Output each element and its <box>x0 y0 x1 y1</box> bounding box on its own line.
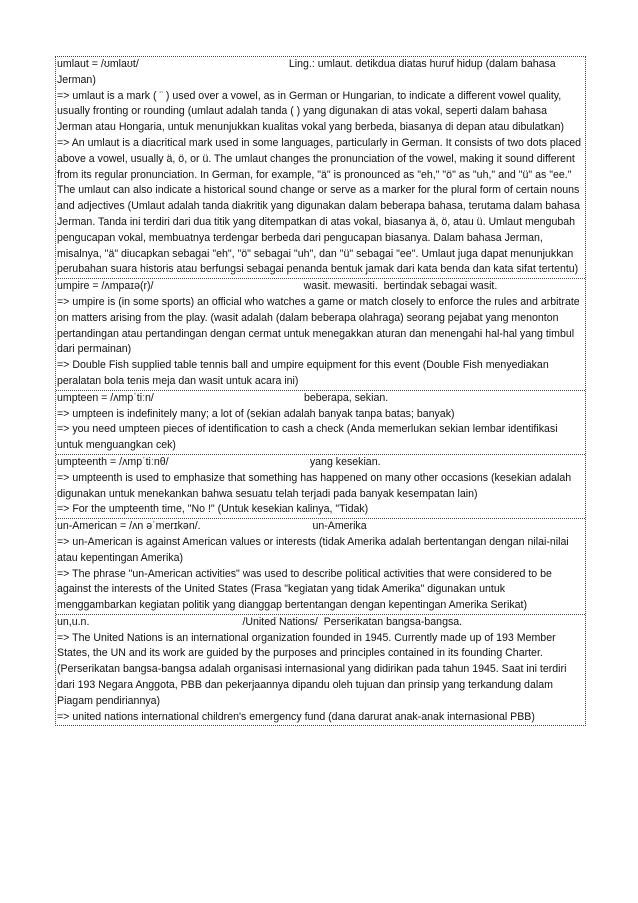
entry-umpire <box>56 279 585 391</box>
entry-definition: => umpteen is indefinitely many; a lot of (sekian adalah banyak tanpa batas; banyak) <box>57 407 455 420</box>
entry-headword: un,u.n. /United Nations/ Perserikatan bangsa-bangsa. <box>57 615 463 628</box>
entry-headword: umpteenth = /ʌmpˈtiːnθ/ yang kesekian. <box>57 455 381 468</box>
entry-example: => you need umpteen pieces of identification to cash a check (Anda memerlukan sekian lembar identifikasi untuk menguangkan cek) <box>57 423 558 452</box>
entry-headword: umpteen = /ʌmpˈtiːn/ beberapa, sekian. <box>57 391 389 404</box>
entry-example: => Double Fish supplied table tennis ball and umpire equipment for this event (Double Fish menyediakan peralatan bola tenis meja dan wasit untuk acara ini) <box>57 359 549 387</box>
entry-definition: => umlaut is a mark ( ¨ ) used over a vowel, as in German or Hungarian, to indicate a different vowel quality, usually fronting or rounding (umlaut adalah tanda ( ) yang digunakan di atas vokal, seperti dalam bahasa Jerman atau Hongaria, untuk menunjukkan kualitas vokal yang berbeda, biasanya di depan atau dibulatkan) <box>57 89 565 134</box>
entry-definition: => un-American is against American values or interests (tidak Amerika adalah bertentangan dengan nilai-nilai atau kepentingan Amerika) <box>57 535 569 564</box>
entry-umpteenth <box>56 455 585 519</box>
dictionary-entries <box>55 56 586 726</box>
entry-definition: => umpire is (in some sports) an official who watches a game or match closely to enforce the rules and arbitrate on matters arising from the play. (wasit adalah (dalam beberapa olahraga) seorang pejabat yang menonton pertandingan atau pertandingan dengan cermat untuk menegakkan aturan dan menengahi hal-hal yang timbul dari permainan) <box>57 295 580 356</box>
entry-example: => For the umpteenth time, "No !" (Untuk kesekian kalinya, "Tidak) <box>57 503 369 516</box>
entry-umpteen <box>56 391 585 455</box>
entry-umlaut <box>56 57 585 279</box>
entry-definition: => An umlaut is a diacritical mark used in some languages, particularly in German. It consists of two dots placed above a vowel, usually ä, ö, or ü. The umlaut changes the pronunciation of the vowel, making it sound different from its regular pronunciation. In German, for example, "ä" is pronounced as "eh," "ö" as "uh," and "ü" as "ee." The umlaut can also indicate a historical sound change or serve as a marker for the plural form of certain nouns and adjectives (Umlaut adalah tanda diakritik yang digunakan dalam beberapa bahasa, terutama dalam bahasa Jerman. Tanda ini terdiri dari dua titik yang ditempatkan di atas vokal, biasanya ä, ö, atau ü. Umlaut mengubah pengucapan vokal, membuatnya terdengar berbeda dari pengucapan biasanya. Dalam bahasa Jerman, misalnya, "ä" diucapkan sebagai "eh", "ö" sebagai "uh", dan "ü" sebagai "ee". Umlaut juga dapat menunjukkan perubahan suara historis atau berfungsi sebagai penanda bentuk jamak dari kata benda dan kata sifat tertentu) <box>57 136 582 276</box>
entry-un <box>56 615 585 726</box>
entry-headword: un-American = /ʌn əˈmerɪkən/. un-Amerika <box>57 520 367 533</box>
entry-headword: umlaut = /ʊmlaʊt/ Ling.: umlaut. detikdua diatas huruf hidup (dalam bahasa <box>57 58 556 70</box>
entry-example: => united nations international children's emergency fund (dana darurat anak-anak internasional PBB) <box>57 710 535 723</box>
entry-example: => The phrase "un-American activities" was used to describe political activities that were considered to be against the interests of the United States (Frasa "kegiatan yang tidak Amerika" digunakan untuk menggambarkan kegiatan politik yang dianggap bertentangan dengan kepentingan Amerika Serikat) <box>57 567 552 612</box>
entry-line: Jerman) <box>57 73 96 86</box>
entry-un-american <box>56 519 585 615</box>
entry-definition: => The United Nations is an international organization founded in 1945. Currently made up of 193 Member States, the UN and its work are guided by the purposes and principles contained in its founding Charter. (Perserikatan bangsa-bangsa adalah organisasi internasional yang didirikan pada tahun 1945. Saat ini terdiri dari 193 Negara Anggota, PBB dan pekerjaannya dipandu oleh tujuan dan prinsip yang terkandung dalam Piagam pendiriannya) <box>57 631 567 707</box>
entry-definition: => umpteenth is used to emphasize that something has happened on many other occasions (kesekian adalah digunakan untuk menekankan bahwa sesuatu telah terjadi pada banyak kesempatan lain) <box>57 471 572 500</box>
entry-headword: umpire = /ʌmpaɪə(r)/ wasit. mewasiti. bertindak sebagai wasit. <box>57 280 498 293</box>
